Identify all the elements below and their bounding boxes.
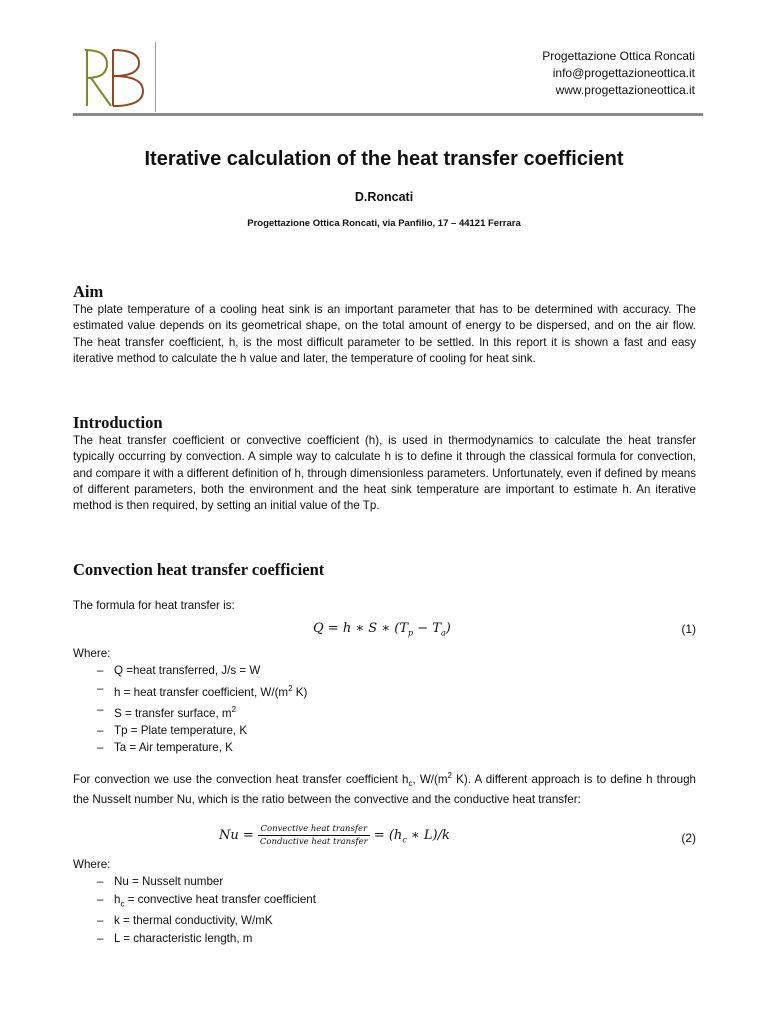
list-item: – $h_c$ = convective heat transfer coefficient xyxy=(73,891,696,913)
aim-heading: Aim xyxy=(73,282,104,301)
company-logo xyxy=(77,46,147,110)
nusselt-paragraph: For convection we use the convection heat transfer coefficient $h_c$, $W/(m^2$ K). A different approach is to define h through the Nusselt number Nu, which is the ratio between the convective and the conductive heat transfer: xyxy=(73,771,696,807)
aim-section xyxy=(73,282,696,367)
where-2-block xyxy=(73,857,696,947)
equation-2-number: (2) xyxy=(681,831,696,845)
affiliation: Progettazione Ottica Roncati, via Panfilio, 17 – 44121 Ferrara xyxy=(247,218,521,229)
website-link[interactable]: www.progettazioneottica.it xyxy=(555,83,695,97)
contact-block xyxy=(542,48,695,99)
introduction-text: The heat transfer coefficient or convective coefficient (h), is used in thermodynamics to calculate the heat transfer typically occurring by convection. A simple way to calculate h is to define it through the classical formula for convection, and compare it with a different definition of h, through dimensionless parameters. Unfortunately, even if defined by means of different parameters, both the environment and the heat sink temperature are important to estimate h. An iterative method is then required, by setting an initial value of the Tp. xyxy=(73,434,696,513)
list-item: – Q =heat transferred, J/s = W xyxy=(73,662,696,679)
aim-text: The plate temperature of a cooling heat sink is an important parameter that has to be determined with accuracy. The estimated value depends on its geometrical shape, on the total amount of energy to be dispersed, and on the air flow. The heat transfer coefficient, h, is the most difficult parameter to be settled. In this report it is shown a fast and easy iterative method to calculate the h value and later, the temperature of cooling for heat sink. xyxy=(73,303,696,365)
list-item: – h = heat transfer coefficient, $W/(m^2$ K) xyxy=(73,680,696,701)
list-item: – Ta = Air temperature, K xyxy=(73,739,696,756)
formula-intro-wrap xyxy=(73,598,696,614)
where-1-block xyxy=(73,646,696,757)
nusselt-paragraph-wrap xyxy=(73,768,696,809)
list-item: – Tp = Plate temperature, K xyxy=(73,722,696,739)
equation-1-number: (1) xyxy=(681,622,696,636)
where-1-label: Where: xyxy=(73,647,111,660)
equation-2-fraction: $\frac{\text{Convective heat transfer}}{\text{Conductive heat transfer}}$ xyxy=(259,824,368,847)
page-header xyxy=(73,42,703,114)
variables-list-2 xyxy=(73,873,696,947)
introduction-section xyxy=(73,413,696,514)
convection-heading: Convection heat transfer coefficient xyxy=(73,560,325,579)
equation-1-formula: Q = h ∗ S ∗ $(T_p - T_a)$ xyxy=(313,621,451,638)
list-item: – Nu = Nusselt number xyxy=(73,873,696,890)
equation-1 xyxy=(73,621,696,645)
introduction-heading: Introduction xyxy=(73,413,163,432)
where-2-label: Where: xyxy=(73,858,111,871)
company-name: Progettazione Ottica Roncati xyxy=(542,49,695,63)
equation-2 xyxy=(73,824,696,854)
equation-2-formula: Nu = $\frac{\text{Convective heat transfer}}{\text{Conductive heat transfer}}$ = ($h_c$ ∗ L)/k xyxy=(219,824,450,847)
email-link[interactable]: info@progettazioneottica.it xyxy=(552,66,695,80)
header-rule xyxy=(73,113,703,116)
variables-list-1 xyxy=(73,662,696,756)
list-item: – k = thermal conductivity, W/mK xyxy=(73,912,696,929)
author: D.Roncati xyxy=(354,190,414,204)
convection-heading-wrap xyxy=(73,560,696,580)
formula-intro: The formula for heat transfer is: xyxy=(73,599,235,612)
logo-divider xyxy=(155,42,156,112)
list-item: – S = transfer surface, $m^2$ xyxy=(73,701,696,722)
list-item: – L = characteristic length, m xyxy=(73,930,696,947)
paper-title: Iterative calculation of the heat transfer coefficient xyxy=(144,148,624,170)
